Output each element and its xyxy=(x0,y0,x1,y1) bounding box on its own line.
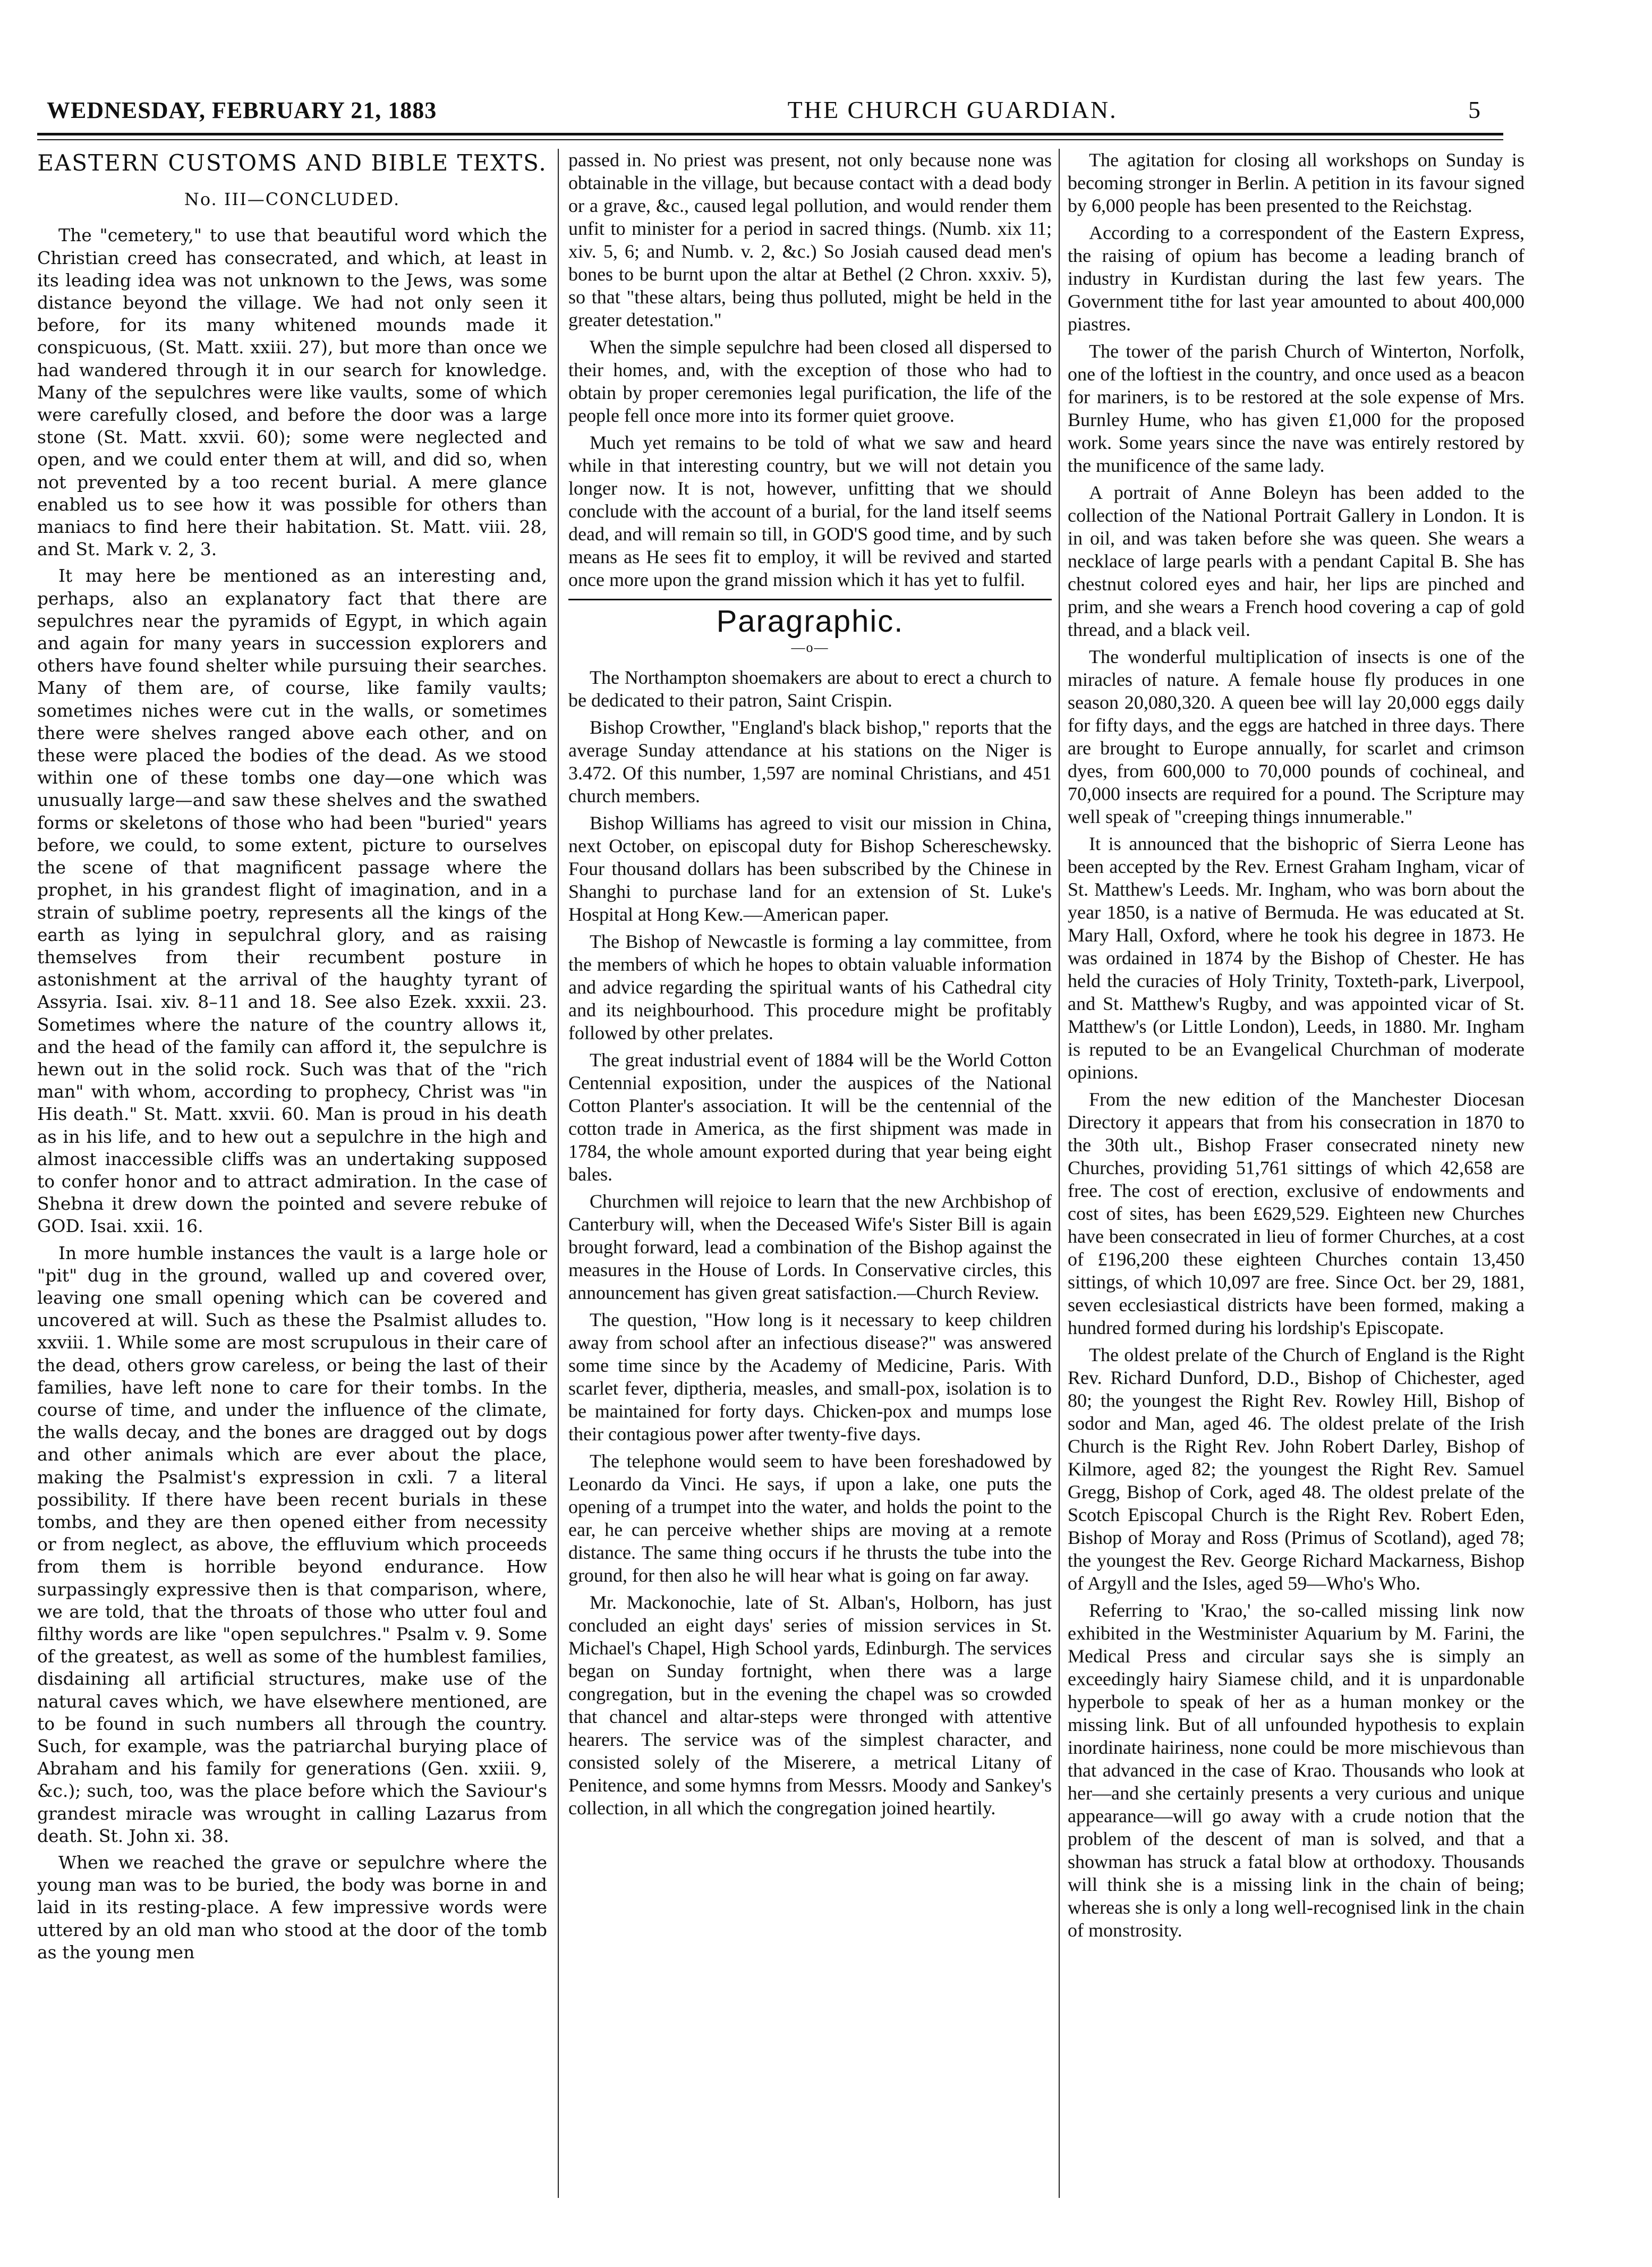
paragraph: Much yet remains to be told of what we saw and heard while in that interesting country, but we will not detain you longer now. It is not, however, unfitting that we should conclude with the account of a burial, for the land itself seems dead, and will remain so till, in GOD'S good time, and by such means as He sees fit to employ, it will be revived and started once more upon the grand mission which it has yet to fulfil. xyxy=(568,432,1052,590)
paragraph: From the new edition of the Manchester Diocesan Directory it appears that from his consecration in 1870 to the 30th ult., Bishop Fraser consecrated ninety new Churches, providing 51,761 sittings of which 42,658 are free. The cost of erection, exclusive of endowments and cost of sites, has been £629,529. Eighteen new Churches have been consecrated in lieu of former Churches, at a cost of £196,200 these eighteen Churches contain 13,450 sittings, of which 10,097 are free. Since Oct. ber 29, 1881, seven ecclesiastical districts have been formed, making a hundred formed during his lordship's Episcopate. xyxy=(1068,1089,1525,1338)
paragraph: passed in. No priest was present, not only because none was obtainable in the village, but because contact with a dead body or a grave, &c., caused legal pollution, and would render them unfit to minister for a period in sacred things. (Numb. xix 11; xiv. 5, 6; and Numb. v. 2, &c.) So Josiah caused dead men's bones to be burnt upon the altar at Bethel (2 Chron. xxxiv. 5), so that "these altars, being thus polluted, might be held in the greater detestation." xyxy=(568,149,1052,330)
column-divider xyxy=(1059,149,1060,2198)
paragraph: The Northampton shoemakers are about to erect a church to be dedicated to their patron, Saint Crispin. xyxy=(568,667,1052,711)
paragraph: Churchmen will rejoice to learn that the new Archbishop of Canterbury will, when the Deceased Wife's Sister Bill is again brought forward, lead a combination of the Bishop against the measures in the House of Lords. In Conservative circles, this announcement has given great satisfaction.—Church Review. xyxy=(568,1191,1052,1303)
paragraph: The great industrial event of 1884 will be the World Cotton Centennial exposition, under the auspices of the National Cotton Planter's association. It will be the centennial of the cotton trade in America, as the first shipment was made in 1784, the whole amount exported during that year being eight bales. xyxy=(568,1049,1052,1185)
paragraph: Mr. Mackonochie, late of St. Alban's, Holborn, has just concluded an eight days' series of mission services in St. Michael's Chapel, High School yards, Edinburgh. The services began on Sunday fortnight, when there was a large congregation, but in the evening the chapel was so crowded that chancel and altar-steps were thronged with attentive hearers. The service was of the simplest character, and consisted solely of the Miserere, a metrical Litany of Penitence, and some hymns from Messrs. Moody and Sankey's collection, in all which the congregation joined heartily. xyxy=(568,1592,1052,1819)
section-ornament: —o— xyxy=(791,640,829,655)
paragraph: The Bishop of Newcastle is forming a lay committee, from the members of which he hopes to obtain valuable information and advice regarding the spiritual wants of his Cathedral city and its neighbourhood. This procedure might be profitably followed by other prelates. xyxy=(568,931,1052,1043)
paragraph: The telephone would seem to have been foreshadowed by Leonardo da Vinci. He says, if upon a lake, one puts the opening of a trumpet into the water, and holds the point to the ear, he can perceive whether ships are moving at a remote distance. The same thing occurs if he thrusts the tube into the ground, for then also he will hear what is going on far away. xyxy=(568,1450,1052,1586)
article-subhead: No. III—CONCLUDED. xyxy=(184,189,401,210)
masthead xyxy=(47,96,1481,128)
paragraph: According to a correspondent of the Eastern Express, the raising of opium has become a leading branch of industry in Kurdistan during the last few years. The Government tithe for last year amounted to about 400,000 piastres. xyxy=(1068,222,1525,335)
paragraph: Referring to 'Krao,' the so-called missing link now exhibited in the Westminister Aquarium by M. Farini, the Medical Press and circular says she is simply an exceedingly hairy Siamese child, and it is unpardonable hyperbole to speak of her as a human monkey or the missing link. But of all unfounded hypothesis to explain inordinate hairiness, none could be more mischievous than that advanced in the case of Krao. Thousands who look at her—and she certainly presents a very curious and unique appearance—will go away with a crude notion that the problem of the descent of man is solved, and that a showman has struck a fatal blow at orthodoxy. Thousands will think she is a missing link in the chain of being; whereas she is only a long well-recognised link in the chain of monstrosity. xyxy=(1068,1600,1525,1941)
column-1 xyxy=(37,149,547,2209)
paragraph: The question, "How long is it necessary to keep children away from school after an infectious disease?" was answered some time since by the Academy of Medicine, Paris. With scarlet fever, diptheria, measles, and small-pox, isolation is to be maintained for forty days. Chicken-pox and mumps lose their contagious power after twenty-five days. xyxy=(568,1309,1052,1445)
masthead-rule-thin xyxy=(37,139,1503,140)
paragraph: When we reached the grave or sepulchre where the young man was to be buried, the body was borne in and laid in its resting-place. A few impressive words were uttered by an old man who stood at the door of the tomb as the young men xyxy=(37,1852,547,1963)
paragraph: The agitation for closing all workshops on Sunday is becoming stronger in Berlin. A petition in its favour signed by 6,000 people has been presented to the Reichstag. xyxy=(1068,149,1525,216)
paragraph: Bishop Crowther, "England's black bishop," reports that the average Sunday attendance at his stations on the Niger is 3.472. Of this number, 1,597 are nominal Christians, and 451 church members. xyxy=(568,717,1052,806)
column-divider xyxy=(558,149,559,2198)
issue-date: WEDNESDAY, FEBRUARY 21, 1883 xyxy=(47,97,437,123)
section-title: Paragraphic. xyxy=(716,604,904,639)
article-headline: EASTERN CUSTOMS AND BIBLE TEXTS. xyxy=(37,150,547,176)
paragraph: In more humble instances the vault is a large hole or "pit" dug in the ground, walled up and covered over, leaving one small opening which can be covered and uncovered at will. Such as these the Psalmist alludes to. xxviii. 1. While some are most scrupulous in their care of the dead, others grow careless, or being the last of their families, have left none to care for their tombs. In the course of time, and under the influence of the climate, the walls decay, and the bones are dragged out by dogs and other animals which are ever about the place, making the Psalmist's expression in cxli. 7 a literal possibility. If there have been recent burials in these tombs, and they are then opened either from necessity or from neglect, as above, the effluvium which proceeds from them is horrible beyond endurance. How surpassingly expressive then is that comparison, where, we are told, that the throats of those who utter foul and filthy words are like "open sepulchres." Psalm v. 9. Some of the greatest, as well as some of the humblest families, disdaining all artificial structures, make use of the natural caves which, we have elsewhere mentioned, are to be found in such numbers all through the country. Such, for example, was the patriarchal burying place of Abraham and his family for generations (Gen. xxiii. 9, &c.); such, too, was the place before which the Saviour's grandest miracle was wrought in calling Lazarus from death. St. John xi. 38. xyxy=(37,1242,547,1846)
paragraph: A portrait of Anne Boleyn has been added to the collection of the National Portrait Gallery in London. It is in oil, and was taken before she was queen. She wears a necklace of large pearls with a pendant Capital B. She has chestnut colored eyes and hair, her lips are pinched and prim, and she wears a French hood covering a cap of gold thread, and a black veil. xyxy=(1068,482,1525,640)
paragraph: The wonderful multiplication of insects is one of the miracles of nature. A female house fly produces in one season 20,080,320. A queen bee will lay 20,000 eggs daily for fifty days, and the eggs are hatched in three days. There are brought to Europe annually, for scarlet and crimson dyes, from 600,000 to 70,000 pounds of cochineal, and 70,000 insects are required for a pound. The Scripture may well speak of "creeping things innumerable." xyxy=(1068,646,1525,827)
column-2 xyxy=(568,149,1052,2209)
paragraph: When the simple sepulchre had been closed all dispersed to their homes, and, with the exception of those who had to obtain by proper ceremonies legal purification, the life of the people fell once more into its former quiet groove. xyxy=(568,336,1052,426)
paragraph: The tower of the parish Church of Winterton, Norfolk, one of the loftiest in the country, and once used as a beacon for mariners, is to be restored at the sole expense of Mrs. Burnley Hume, who has given £1,000 for the proposed work. Some years since the nave was entirely restored by the munificence of the same lady. xyxy=(1068,341,1525,476)
newspaper-title: THE CHURCH GUARDIAN. xyxy=(787,96,1118,123)
paragraph: It may here be mentioned as an interesting and, perhaps, also an explanatory fact that there are sepulchres near the pyramids of Egypt, in which again and again for many years in succession explorers and others have found shelter while pursuing their searches. Many of them are, of course, like family vaults; sometimes niches were cut in the walls, or sometimes there were shelves ranged above each other, and on these were placed the bodies of the dead. As we stood within one of these tombs one day—one which was unusually large—and saw these shelves and the swathed forms or skeletons of those who had been "buried" years before, we could, to some extent, picture to ourselves the scene of that magnificent passage where the prophet, in his grandest flight of imagination, and in a strain of sublime poetry, represents all the kings of the earth as lying in sepulchral glory, and as raising themselves from their recumbent posture in astonishment at the arrival of the haughty tyrant of Assyria. Isai. xiv. 8–11 and 18. See also Ezek. xxxii. 23. Sometimes where the nature of the country allows it, and the head of the family can afford it, the sepulchre is hewn out in the solid rock. Such was that of the "rich man" with whom, according to prophecy, Christ was "in His death." St. Matt. xxvii. 60. Man is proud in his death as in his life, and to hew out a sepulchre in the high and almost inaccessible cliffs was an undertaking supposed to confer honor and to attract admiration. In the case of Shebna it drew down the pointed and severe rebuke of GOD. Isai. xxii. 16. xyxy=(37,565,547,1237)
paragraph: It is announced that the bishopric of Sierra Leone has been accepted by the Rev. Ernest Graham Ingham, vicar of St. Matthew's Leeds. Mr. Ingham, who was born about the year 1850, is a native of Bermuda. He was educated at St. Mary Hall, Oxford, where he took his degree in 1873. He was ordained in 1874 by the Bishop of Chester. He has held the curacies of Holy Trinity, Toxteth-park, Liverpool, and St. Matthew's Rugby, and was appointed vicar of St. Matthew's (or Little London), Leeds, in 1880. Mr. Ingham is reputed to be an Evangelical Churchman of moderate opinions. xyxy=(1068,833,1525,1083)
paragraph: Bishop Williams has agreed to visit our mission in China, next October, on episcopal duty for Bishop Schereschewsky. Four thousand dollars has been subscribed by the Chinese in Shanghi to purchase land for an extension of St. Luke's Hospital at Hong Kew.—American paper. xyxy=(568,812,1052,925)
masthead-rule xyxy=(37,133,1503,135)
section-rule xyxy=(568,599,1052,600)
paragraph: The oldest prelate of the Church of England is the Right Rev. Richard Dunford, D.D., Bishop of Chichester, aged 80; the youngest the Right Rev. Rowley Hill, Bishop of sodor and Man, aged 46. The oldest prelate of the Irish Church is the Right Rev. John Robert Darley, Bishop of Kilmore, aged 82; the youngest the Right Rev. Samuel Gregg, Bishop of Cork, aged 48. The oldest prelate of the Scotch Episcopal Church is the Right Rev. Robert Eden, Bishop of Moray and Ross (Primus of Scotland), aged 78; the youngest the Rev. George Richard Mackarness, Bishop of Argyll and the Isles, aged 59—Who's Who. xyxy=(1068,1344,1525,1594)
page-number: 5 xyxy=(1468,96,1481,123)
paragraph: The "cemetery," to use that beautiful word which the Christian creed has consecrated, and which, at least in its leading idea was not unknown to the Jews, was some distance beyond the village. We had not only seen it before, for its many whitened mounds made it conspicuous, (St. Matt. xxiii. 27), but more than once we had wandered through it in our search for knowledge. Many of the sepulchres were like vaults, some of which were carefully closed, and before the door was a large stone (St. Matt. xxvii. 60); some were neglected and open, and we could enter them at will, and did so, when not prevented by a too recent burial. A mere glance enabled us to see how it was possible for others than maniacs to find here their habitation. St. Matt. viii. 28, and St. Mark v. 2, 3. xyxy=(37,225,547,560)
column-3 xyxy=(1068,149,1525,2209)
